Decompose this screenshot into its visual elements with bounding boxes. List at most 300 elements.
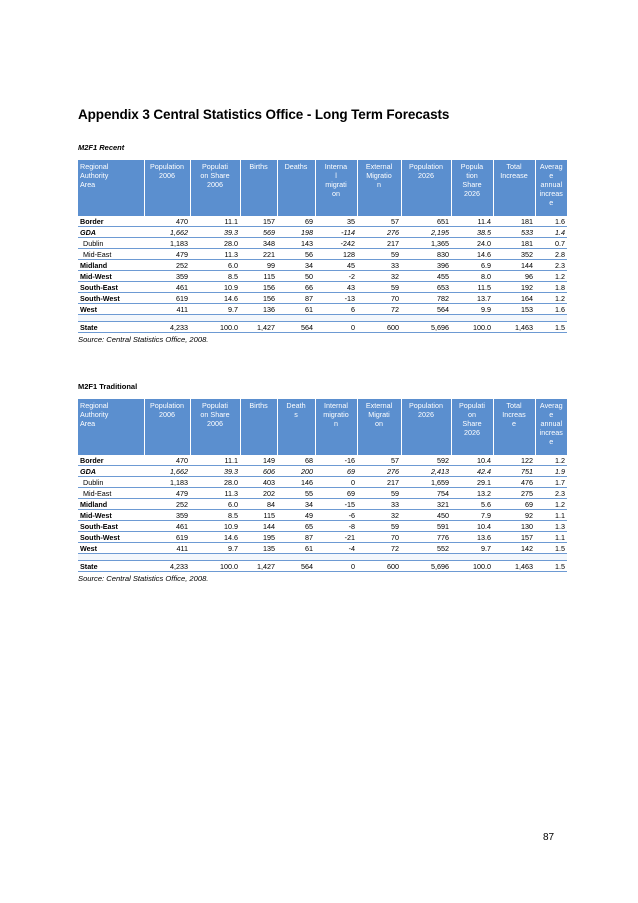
- column-header: [451, 160, 493, 216]
- table-cell: 14.6: [451, 249, 493, 260]
- column-header-line: on Share: [200, 171, 230, 180]
- table-cell: 10.4: [451, 521, 493, 532]
- table-cell: 35: [315, 216, 357, 227]
- table-cell: 100.0: [451, 561, 493, 572]
- table-cell: -15: [315, 499, 357, 510]
- table-cell: 156: [240, 293, 277, 304]
- table-cell: 221: [240, 249, 277, 260]
- table-cell: 252: [144, 499, 190, 510]
- column-header-line: on Share: [200, 410, 230, 419]
- row-label: GDA: [78, 466, 144, 477]
- table-cell: 156: [240, 282, 277, 293]
- spacer-row: [78, 315, 567, 322]
- table-cell: 146: [277, 477, 315, 488]
- table-row: [78, 282, 567, 293]
- table-cell: 10.9: [190, 282, 240, 293]
- column-header-line: Births: [249, 401, 268, 410]
- spacer-cell: [78, 554, 567, 561]
- table-cell: 70: [357, 532, 401, 543]
- table-cell: 8.0: [451, 271, 493, 282]
- column-header: [78, 160, 144, 216]
- table-cell: 1.9: [535, 466, 567, 477]
- table-cell: 348: [240, 238, 277, 249]
- table-cell: 11.1: [190, 216, 240, 227]
- column-header: [535, 399, 567, 455]
- table-header: [78, 160, 567, 216]
- scenario-label: M2F1 Traditional: [78, 382, 138, 391]
- table-cell: 57: [357, 216, 401, 227]
- spacer-cell: [78, 315, 567, 322]
- table-cell: 1,427: [240, 322, 277, 333]
- column-header-line: Area: [80, 180, 96, 189]
- table-cell: 1.7: [535, 477, 567, 488]
- column-header-line: on: [375, 419, 383, 428]
- table-cell: 115: [240, 271, 277, 282]
- table-cell: 1.2: [535, 293, 567, 304]
- table-cell: 830: [401, 249, 451, 260]
- table-cell: 9.9: [451, 304, 493, 315]
- table-cell: 99: [240, 260, 277, 271]
- column-header-line: Increase: [500, 171, 528, 180]
- column-header-line: Popula: [460, 162, 484, 171]
- table-cell: -13: [315, 293, 357, 304]
- table-cell: 61: [277, 543, 315, 554]
- column-header: [240, 160, 277, 216]
- table-cell: 600: [357, 561, 401, 572]
- table-row: [78, 477, 567, 488]
- table-cell: 2.3: [535, 488, 567, 499]
- table-cell: 450: [401, 510, 451, 521]
- table-cell: 411: [144, 304, 190, 315]
- table-row: [78, 216, 567, 227]
- column-header: [190, 160, 240, 216]
- column-header: [401, 160, 451, 216]
- table-cell: 69: [315, 488, 357, 499]
- table-cell: 569: [240, 227, 277, 238]
- table-cell: 275: [493, 488, 535, 499]
- table-cell: 1,365: [401, 238, 451, 249]
- table-cell: 149: [240, 455, 277, 466]
- column-header: [357, 399, 401, 455]
- table-cell: 1.5: [535, 322, 567, 333]
- row-label: South-West: [78, 532, 144, 543]
- table-cell: 1.3: [535, 521, 567, 532]
- row-label: Mid-East: [78, 488, 144, 499]
- table-cell: 153: [493, 304, 535, 315]
- table-cell: 11.4: [451, 216, 493, 227]
- row-label: Border: [78, 216, 144, 227]
- column-header-line: annual: [540, 419, 563, 428]
- table-cell: 591: [401, 521, 451, 532]
- table-cell: 7.9: [451, 510, 493, 521]
- table-body: [78, 455, 567, 572]
- table-cell: 38.5: [451, 227, 493, 238]
- table-cell: 42.4: [451, 466, 493, 477]
- table-cell: 1.2: [535, 271, 567, 282]
- column-header-line: tion: [466, 171, 478, 180]
- table-cell: 1.5: [535, 561, 567, 572]
- table-cell: 43: [315, 282, 357, 293]
- table-cell: 50: [277, 271, 315, 282]
- column-header-line: migrati: [325, 180, 347, 189]
- table-cell: 9.7: [190, 304, 240, 315]
- column-header-line: migratio: [323, 410, 349, 419]
- table-cell: 13.6: [451, 532, 493, 543]
- table-cell: 754: [401, 488, 451, 499]
- table-cell: 70: [357, 293, 401, 304]
- table-cell: 8.5: [190, 271, 240, 282]
- table-cell: 751: [493, 466, 535, 477]
- column-header-line: annual: [540, 180, 563, 189]
- table-cell: 65: [277, 521, 315, 532]
- page-number: 87: [543, 832, 555, 843]
- column-header: [190, 399, 240, 455]
- table-cell: 1,463: [493, 561, 535, 572]
- table-cell: 533: [493, 227, 535, 238]
- table-cell: 653: [401, 282, 451, 293]
- table-cell: 2.3: [535, 260, 567, 271]
- column-header-line: Regional: [80, 401, 109, 410]
- column-header-line: n: [377, 180, 381, 189]
- column-header-line: Total: [506, 401, 522, 410]
- table-cell: 4,233: [144, 561, 190, 572]
- table-cell: 352: [493, 249, 535, 260]
- table-cell: 0: [315, 322, 357, 333]
- table-cell: 10.9: [190, 521, 240, 532]
- column-header-line: Share: [462, 180, 482, 189]
- table-cell: 66: [277, 282, 315, 293]
- column-header-line: increas: [539, 428, 563, 437]
- table-cell: 782: [401, 293, 451, 304]
- table-cell: 1,662: [144, 227, 190, 238]
- column-header-line: 2006: [159, 171, 175, 180]
- table-cell: 5.6: [451, 499, 493, 510]
- row-label: West: [78, 304, 144, 315]
- table-cell: 1.8: [535, 282, 567, 293]
- table-cell: 87: [277, 532, 315, 543]
- table-cell: 28.0: [190, 238, 240, 249]
- table-cell: 92: [493, 510, 535, 521]
- table-cell: 776: [401, 532, 451, 543]
- table-cell: 252: [144, 260, 190, 271]
- row-label: GDA: [78, 227, 144, 238]
- column-header: [144, 160, 190, 216]
- column-header-line: Migratio: [366, 171, 392, 180]
- table-cell: -21: [315, 532, 357, 543]
- table-cell: 1.6: [535, 304, 567, 315]
- table-section-recent: [78, 143, 567, 344]
- table-cell: 11.3: [190, 488, 240, 499]
- table-cell: -2: [315, 271, 357, 282]
- table-cell: 39.3: [190, 227, 240, 238]
- column-header: [277, 160, 315, 216]
- column-header-line: External: [365, 162, 393, 171]
- table-cell: 69: [493, 499, 535, 510]
- table-cell: -8: [315, 521, 357, 532]
- table-cell: -16: [315, 455, 357, 466]
- table-section-traditional: [78, 382, 567, 583]
- table-cell: 619: [144, 293, 190, 304]
- column-header-line: Share: [462, 419, 482, 428]
- column-header-line: Population: [409, 162, 443, 171]
- table-row: [78, 532, 567, 543]
- table-cell: 1,463: [493, 322, 535, 333]
- table-cell: 164: [493, 293, 535, 304]
- table-cell: 157: [240, 216, 277, 227]
- table-cell: 479: [144, 249, 190, 260]
- table-cell: 130: [493, 521, 535, 532]
- column-header-line: Increas: [502, 410, 526, 419]
- table-cell: 72: [357, 304, 401, 315]
- table-row: [78, 249, 567, 260]
- table-cell: 24.0: [451, 238, 493, 249]
- column-header: [315, 160, 357, 216]
- table-cell: 68: [277, 455, 315, 466]
- table-body: [78, 216, 567, 333]
- table-cell: 11.3: [190, 249, 240, 260]
- column-header: [493, 160, 535, 216]
- column-header-line: 2026: [464, 189, 480, 198]
- table-cell: 0.7: [535, 238, 567, 249]
- table-cell: 359: [144, 510, 190, 521]
- table-cell: 84: [240, 499, 277, 510]
- table-cell: 1.1: [535, 532, 567, 543]
- table-cell: 8.5: [190, 510, 240, 521]
- table-cell: 1,183: [144, 238, 190, 249]
- table-cell: 4,233: [144, 322, 190, 333]
- table-cell: -114: [315, 227, 357, 238]
- table-cell: -6: [315, 510, 357, 521]
- table-cell: 33: [357, 499, 401, 510]
- column-header: [78, 399, 144, 455]
- table-cell: 100.0: [190, 322, 240, 333]
- table-row: [78, 238, 567, 249]
- table-cell: 1,183: [144, 477, 190, 488]
- column-header-line: e: [512, 419, 516, 428]
- table-cell: 2,195: [401, 227, 451, 238]
- spacer-row: [78, 554, 567, 561]
- column-header-line: Internal: [324, 401, 348, 410]
- table-cell: 470: [144, 455, 190, 466]
- table-cell: 34: [277, 499, 315, 510]
- table-cell: 69: [315, 466, 357, 477]
- table-cell: 45: [315, 260, 357, 271]
- table-row: [78, 227, 567, 238]
- page-title: Appendix 3 Central Statistics Office - Long Term Forecasts: [78, 107, 450, 122]
- table-cell: 181: [493, 216, 535, 227]
- column-header-line: Authority: [80, 410, 109, 419]
- table-cell: 96: [493, 271, 535, 282]
- source-note: Source: Central Statistics Office, 2008.: [78, 335, 209, 344]
- column-header-line: l: [335, 171, 337, 180]
- table-row: [78, 499, 567, 510]
- table-cell: 202: [240, 488, 277, 499]
- column-header: [493, 399, 535, 455]
- column-header: [357, 160, 401, 216]
- table-cell: 195: [240, 532, 277, 543]
- column-header-line: Regional: [80, 162, 109, 171]
- table-cell: 55: [277, 488, 315, 499]
- column-header-line: Population: [150, 162, 184, 171]
- table-cell: 552: [401, 543, 451, 554]
- table-cell: 14.6: [190, 532, 240, 543]
- table-cell: 217: [357, 238, 401, 249]
- table-cell: 321: [401, 499, 451, 510]
- column-header-line: Averag: [539, 162, 563, 171]
- column-header-line: 2026: [418, 171, 434, 180]
- column-header-line: Interna: [324, 162, 348, 171]
- table-cell: 359: [144, 271, 190, 282]
- table-cell: 34: [277, 260, 315, 271]
- column-header-line: e: [549, 198, 554, 207]
- table-cell: 59: [357, 282, 401, 293]
- table-cell: 49: [277, 510, 315, 521]
- table-cell: 600: [357, 322, 401, 333]
- column-header-line: Averag: [539, 401, 563, 410]
- table-cell: 6.0: [190, 499, 240, 510]
- column-header-line: Populati: [459, 401, 485, 410]
- table-cell: 9.7: [451, 543, 493, 554]
- table-cell: 10.4: [451, 455, 493, 466]
- row-label: West: [78, 543, 144, 554]
- row-label: South-West: [78, 293, 144, 304]
- table-cell: 135: [240, 543, 277, 554]
- column-header-line: Births: [249, 162, 268, 171]
- column-header-line: Population: [150, 401, 184, 410]
- table-cell: 411: [144, 543, 190, 554]
- table-cell: 1.5: [535, 543, 567, 554]
- table-cell: 13.2: [451, 488, 493, 499]
- table-cell: 198: [277, 227, 315, 238]
- table-cell: 69: [277, 216, 315, 227]
- table-header: [78, 399, 567, 455]
- column-header-line: Authority: [80, 171, 109, 180]
- row-label: Midland: [78, 499, 144, 510]
- table-cell: -242: [315, 238, 357, 249]
- row-label: State: [78, 561, 144, 572]
- table-cell: 217: [357, 477, 401, 488]
- table-cell: 6: [315, 304, 357, 315]
- table-row: [78, 561, 567, 572]
- source-note: Source: Central Statistics Office, 2008.: [78, 574, 209, 583]
- table-cell: 461: [144, 282, 190, 293]
- table-row: [78, 543, 567, 554]
- table-cell: 455: [401, 271, 451, 282]
- table-cell: 6.0: [190, 260, 240, 271]
- table-cell: 9.7: [190, 543, 240, 554]
- table-row: [78, 466, 567, 477]
- table-cell: 142: [493, 543, 535, 554]
- table-cell: 57: [357, 455, 401, 466]
- table-cell: 29.1: [451, 477, 493, 488]
- table-cell: 0: [315, 477, 357, 488]
- column-header-line: e: [549, 437, 554, 446]
- table-row: [78, 322, 567, 333]
- column-header-line: 2026: [418, 410, 434, 419]
- table-cell: 2,413: [401, 466, 451, 477]
- column-header-line: e: [549, 410, 554, 419]
- table-cell: 115: [240, 510, 277, 521]
- table-cell: 39.3: [190, 466, 240, 477]
- table-cell: -4: [315, 543, 357, 554]
- column-header: [535, 160, 567, 216]
- table-cell: 14.6: [190, 293, 240, 304]
- table-cell: 470: [144, 216, 190, 227]
- table-cell: 11.1: [190, 455, 240, 466]
- table-cell: 200: [277, 466, 315, 477]
- table-cell: 1,427: [240, 561, 277, 572]
- table-cell: 5,696: [401, 561, 451, 572]
- table-cell: 56: [277, 249, 315, 260]
- column-header-line: on: [332, 189, 340, 198]
- row-label: Midland: [78, 260, 144, 271]
- column-header-line: 2006: [207, 419, 223, 428]
- column-header-line: 2026: [464, 428, 480, 437]
- table-cell: 59: [357, 521, 401, 532]
- table-cell: 143: [277, 238, 315, 249]
- column-header: [315, 399, 357, 455]
- table-row: [78, 488, 567, 499]
- column-header-line: 2006: [159, 410, 175, 419]
- table-cell: 6.9: [451, 260, 493, 271]
- column-header: [144, 399, 190, 455]
- table-row: [78, 521, 567, 532]
- table-cell: 128: [315, 249, 357, 260]
- forecast-table: [78, 160, 567, 333]
- row-label: Mid-East: [78, 249, 144, 260]
- column-header-line: Migrati: [368, 410, 390, 419]
- column-header-line: Populati: [202, 162, 228, 171]
- column-header-line: Total: [506, 162, 522, 171]
- row-label: State: [78, 322, 144, 333]
- table-row: [78, 455, 567, 466]
- table-cell: 276: [357, 466, 401, 477]
- table-cell: 1.6: [535, 216, 567, 227]
- table-cell: 276: [357, 227, 401, 238]
- table-cell: 564: [277, 561, 315, 572]
- table-cell: 1.2: [535, 455, 567, 466]
- row-label: South-East: [78, 521, 144, 532]
- table-cell: 396: [401, 260, 451, 271]
- row-label: Mid-West: [78, 271, 144, 282]
- column-header: [277, 399, 315, 455]
- column-header-line: n: [334, 419, 338, 428]
- table-cell: 59: [357, 249, 401, 260]
- column-header-line: Deaths: [284, 162, 308, 171]
- table-cell: 28.0: [190, 477, 240, 488]
- row-label: Mid-West: [78, 510, 144, 521]
- column-header-line: External: [365, 401, 393, 410]
- table-cell: 192: [493, 282, 535, 293]
- column-header: [401, 399, 451, 455]
- table-cell: 564: [401, 304, 451, 315]
- table-row: [78, 293, 567, 304]
- table-cell: 2.8: [535, 249, 567, 260]
- table-cell: 32: [357, 510, 401, 521]
- table-cell: 0: [315, 561, 357, 572]
- column-header: [240, 399, 277, 455]
- table-cell: 479: [144, 488, 190, 499]
- table-cell: 100.0: [190, 561, 240, 572]
- table-cell: 461: [144, 521, 190, 532]
- forecast-table: [78, 399, 567, 572]
- column-header: [451, 399, 493, 455]
- table-cell: 87: [277, 293, 315, 304]
- column-header-line: s: [294, 410, 298, 419]
- row-label: Border: [78, 455, 144, 466]
- table-row: [78, 510, 567, 521]
- column-header-line: on: [468, 410, 476, 419]
